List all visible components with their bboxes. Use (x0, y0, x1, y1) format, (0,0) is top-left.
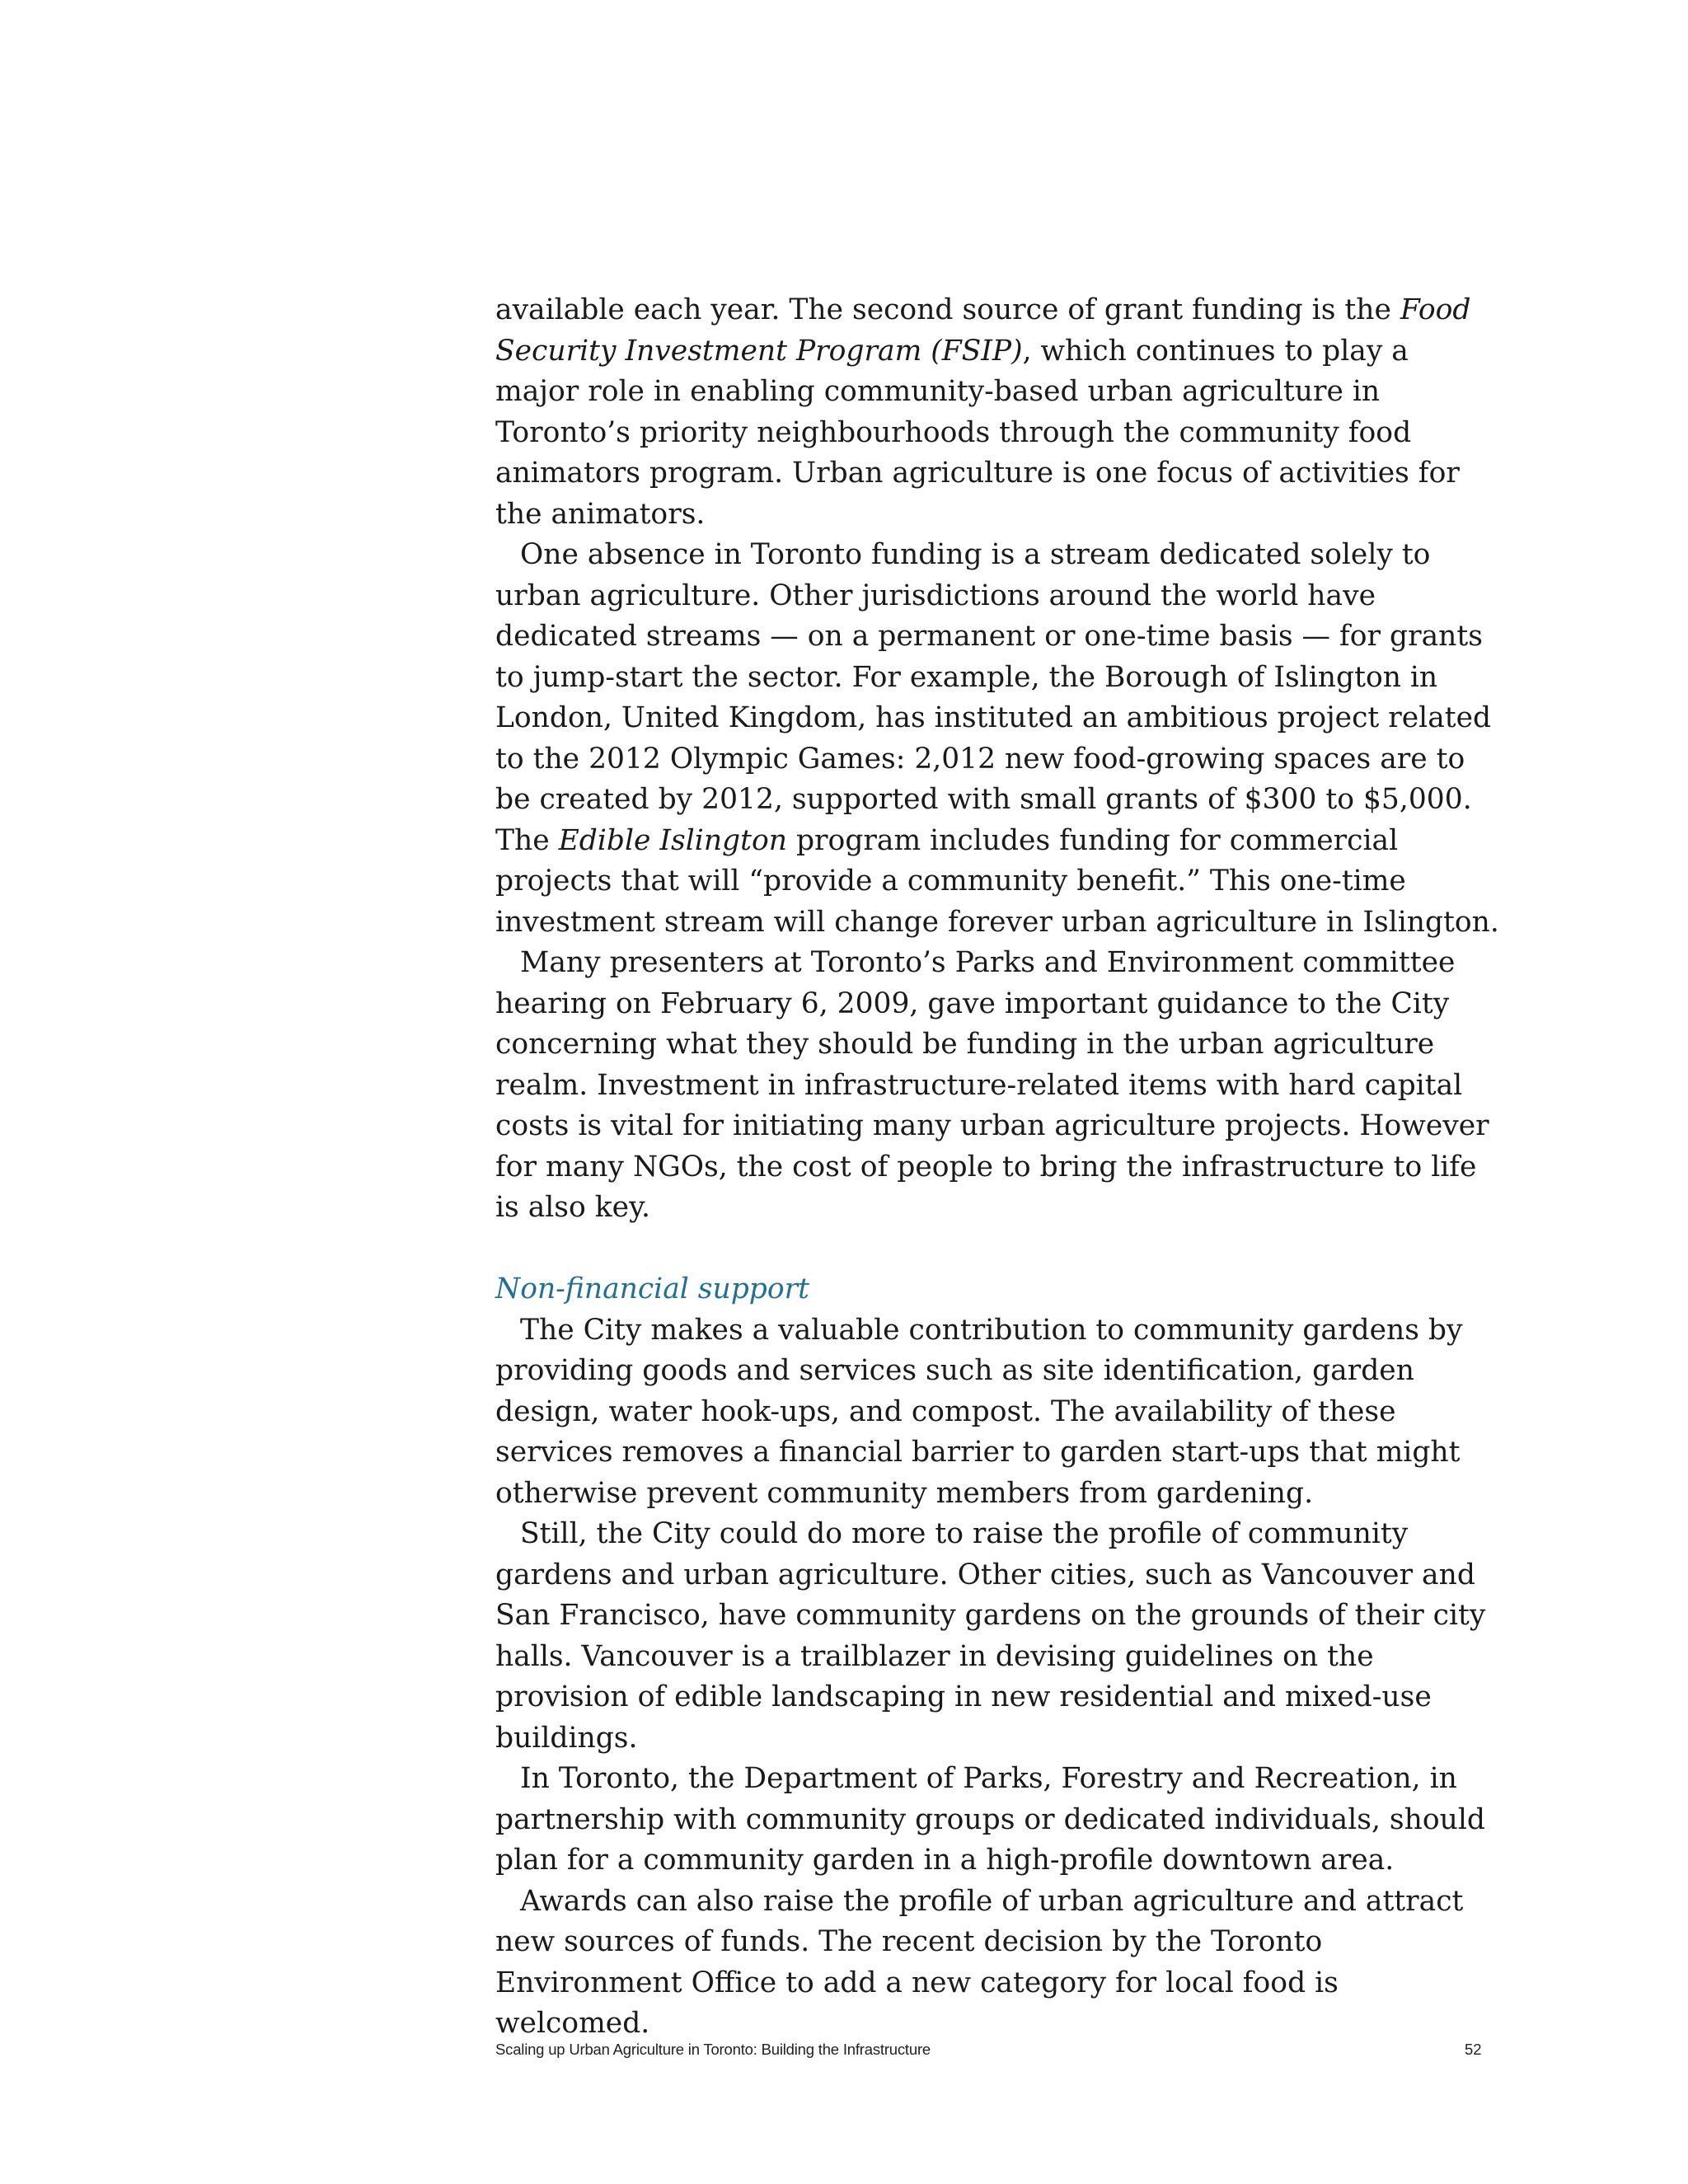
paragraph-text: available each year. The second source of grant funding is the (495, 293, 1400, 326)
program-name: Edible Islington (558, 823, 787, 857)
paragraph-toronto-parks: In Toronto, the Department of Parks, Forestry and Recreation, in partnership with community groups or dedicated individuals, should plan for a community garden in a high-profile downtown area. (495, 1762, 1485, 1877)
paragraph-raise-profile: Still, the City could do more to raise the profile of community gardens and urban agriculture. Other cities, such as Vancouver and San Francisco, have community gardens on the grounds of their city halls. Vancouver is a trailblazer in devising guidelines on the provision of edible landscaping in new residential and mixed-use buildings. (495, 1517, 1486, 1755)
section-heading: Non-financial support (495, 1272, 809, 1305)
paragraph-city-contribution: The City makes a valuable contribution to community gardens by providing goods and services such as site identification, garden design, water hook-ups, and compost. The availability of these services removes a financial barrier to garden start-ups that might otherwise prevent community members from gardening. (495, 1313, 1463, 1510)
footer-page-number: 52 (1465, 2041, 1482, 2058)
paragraph-awards: Awards can also raise the profile of urban agriculture and attract new sources of funds. The recent decision by the Toronto Environment Office to add a new category for local food is welcomed. (495, 1884, 1464, 2040)
paragraph-fsip (495, 290, 1501, 535)
paragraph-committee-hearing: Many presenters at Toronto’s Parks and Environment committee hearing on February 6, 2009, gave important guidance to the City concerning what they should be funding in the urban agriculture realm. Investment in infrastructure-related items with hard capital costs is vital for initiating many urban agriculture projects. However for many NGOs, the cost of people to bring the infrastructure to life is also key. (495, 946, 1489, 1224)
paragraph-text: , which continues to play a major role in enabling community-based urban agriculture in Toronto’s priority neighbourhoods through the community food animators program. Urban agriculture is one focus of activities for the animators. (495, 334, 1460, 531)
program-name: Food Security Investment Program (FSIP) (495, 293, 1471, 368)
footer-document-title: Scaling up Urban Agriculture in Toronto: Building the Infrastructure (495, 2041, 931, 2058)
paragraph-text: program includes funding for commercial projects that will “provide a community benefit.” This one-time investment stream will change forever urban agriculture in Islington. (495, 823, 1499, 939)
paragraph-text: The (495, 823, 559, 857)
paragraph-text: One absence in Toronto funding is a stream dedicated solely to urban agriculture. Other jurisdictions around the world have dedicated streams — on a permanent or one-time basis — for grants to jump-start the sector. For example, the Borough of Islington in London, United Kingdom, has instituted an ambitious project related to the 2012 Olympic Games: 2,012 new food-growing spaces are to be created by 2012, supported with small grants of $300 to $5,000. (495, 538, 1492, 816)
body-text-column (495, 290, 1501, 2045)
paragraph-funding-absence (495, 535, 1501, 943)
